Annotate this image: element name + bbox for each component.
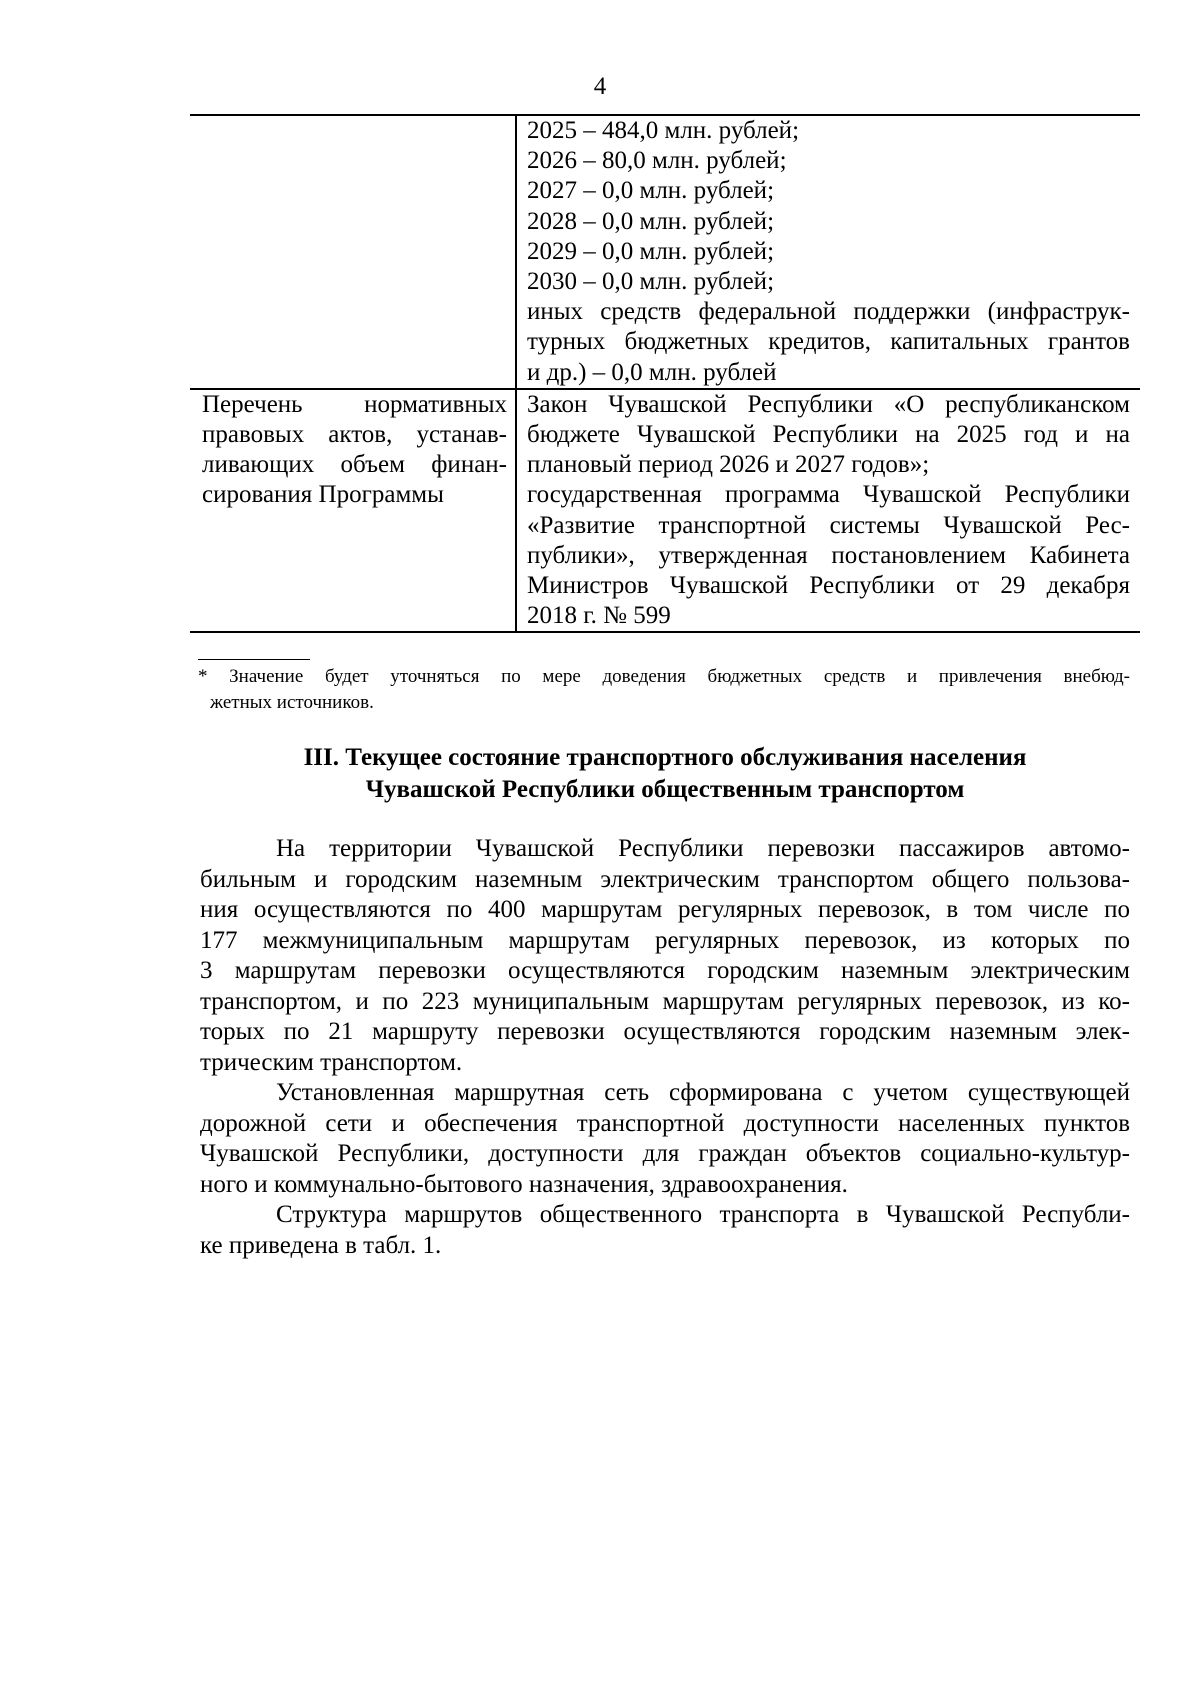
paragraph-line: ного и коммунально-бытового назначения, здравоохранения. <box>200 1170 848 1198</box>
funding-line: иных средств федеральной поддержки (инфраструк- <box>527 298 1130 326</box>
table-row <box>190 389 1140 633</box>
label-line: правовых актов, устанав- <box>202 421 507 449</box>
funding-line: турных бюджетных кредитов, капитальных грантов <box>527 328 1130 356</box>
funding-line: и др.) – 0,0 млн. рублей <box>527 358 777 386</box>
legal-act-line: государственная программа Чувашской Республики <box>527 481 1130 509</box>
funding-line: 2028 – 0,0 млн. рублей; <box>527 207 775 235</box>
paragraph-line: На территории Чувашской Республики перевозки пассажиров автомо- <box>276 835 1130 862</box>
paragraph-line: 3 маршрутам перевозки осуществляются городским наземным электрическим <box>200 957 1130 984</box>
table-cell-empty <box>190 115 516 389</box>
paragraph-line: транспортом, и по 223 муниципальным маршрутам регулярных перевозок, из ко- <box>200 987 1130 1015</box>
paragraph-structure <box>200 1200 1130 1261</box>
body-text <box>200 834 1130 1261</box>
legal-act-line: 2018 г. № 599 <box>527 602 671 630</box>
footnote-divider <box>198 659 310 660</box>
footnote-line: * Значение будет уточняться по мере доведения бюджетных средств и привлечения внебюд- <box>198 666 1130 687</box>
legal-act-line: плановый период 2026 и 2027 годов»; <box>527 451 930 479</box>
section-heading <box>190 742 1140 806</box>
table-row <box>190 115 1140 389</box>
paragraph-line: Чувашской Республики, доступности для граждан объектов социально-культур- <box>200 1140 1130 1167</box>
paragraph-line: трическим транспортом. <box>200 1048 463 1076</box>
legal-act-line: Закон Чувашской Республики «О республиканском <box>527 390 1130 418</box>
paragraph-line: Структура маршрутов общественного транспорта в Чувашской Республи- <box>276 1201 1130 1228</box>
legal-act-line: публики», утвержденная постановлением Кабинета <box>527 541 1130 569</box>
legal-act-line: «Развитие транспортной системы Чувашской Рес- <box>527 511 1130 539</box>
paragraph-line: 177 межмуниципальным маршрутам регулярных перевозок, из которых по <box>200 926 1130 954</box>
financing-table <box>190 114 1140 633</box>
legal-act-line: бюджете Чувашской Республики на 2025 год и на <box>527 421 1130 449</box>
label-line: сирования Программы <box>202 481 444 509</box>
heading-line: Чувашской Республики общественным транспортом <box>365 776 965 803</box>
paragraph-line: ке приведена в табл. 1. <box>200 1231 442 1259</box>
funding-line: 2027 – 0,0 млн. рублей; <box>527 177 775 205</box>
heading-line: III. Текущее состояние транспортного обслуживания населения <box>303 744 1027 771</box>
table-cell-label-legal-acts <box>190 389 516 633</box>
funding-line: 2026 – 80,0 млн. рублей; <box>527 147 787 175</box>
page-number: 4 <box>593 73 607 100</box>
paragraph-line: бильным и городским наземным электрическим транспортом общего пользова- <box>200 865 1130 893</box>
paragraph-line: Установленная маршрутная сеть сформирована с учетом существующей <box>276 1079 1130 1106</box>
legal-act-line: Министров Чувашской Республики от 29 декабря <box>527 572 1130 600</box>
paragraph-line: торых по 21 маршруту перевозки осуществляются городским наземным элек- <box>200 1018 1130 1045</box>
funding-line: 2030 – 0,0 млн. рублей; <box>527 268 775 296</box>
paragraph-network <box>200 1078 1130 1200</box>
footnote <box>198 664 1130 716</box>
paragraph-line: дорожной сети и обеспечения транспортной доступности населенных пунктов <box>200 1109 1130 1137</box>
funding-line: 2029 – 0,0 млн. рублей; <box>527 237 775 265</box>
footnote-line: жетных источников. <box>210 692 374 713</box>
table-cell-funding-by-year <box>516 115 1140 389</box>
paragraph-routes <box>200 834 1130 1078</box>
paragraph-line: ния осуществляются по 400 маршрутам регулярных перевозок, в том числе по <box>200 896 1130 923</box>
table-cell-legal-acts <box>516 389 1140 633</box>
label-line: Перечень нормативных <box>202 390 507 418</box>
funding-line: 2025 – 484,0 млн. рублей; <box>527 117 800 144</box>
label-line: ливающих объем финан- <box>202 451 507 479</box>
